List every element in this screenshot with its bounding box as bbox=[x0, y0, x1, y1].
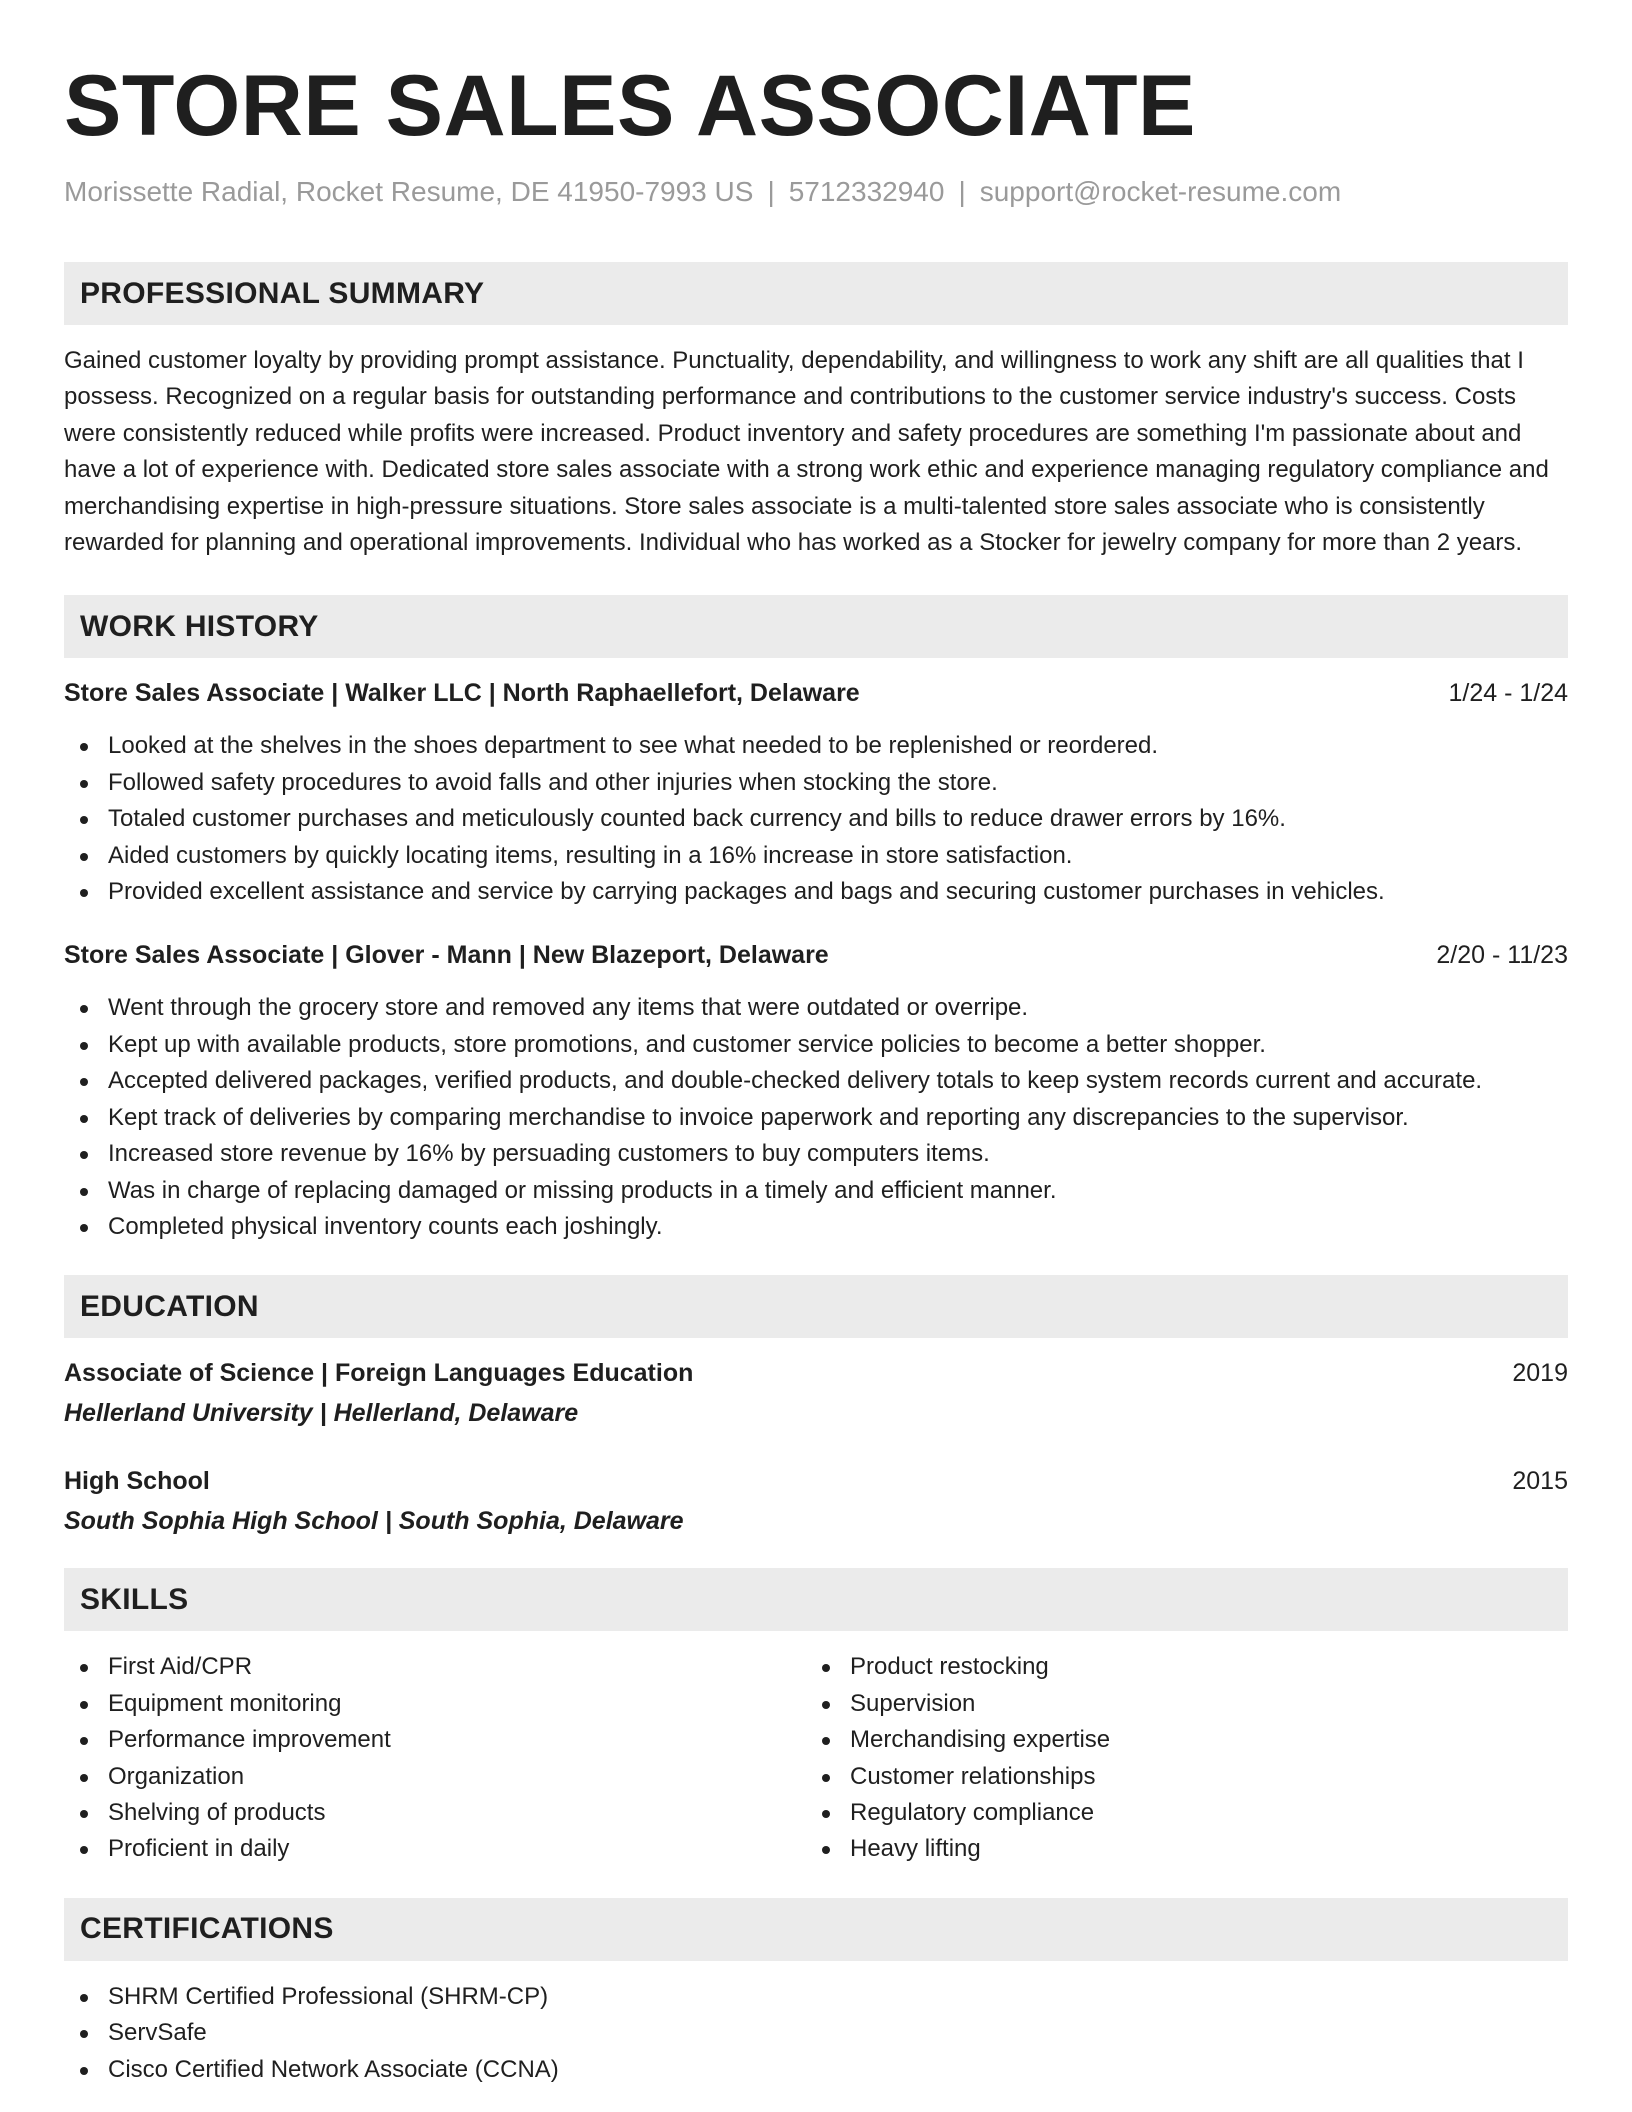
skills-list bbox=[64, 1649, 806, 1867]
section-header-summary: PROFESSIONAL SUMMARY bbox=[64, 262, 1568, 325]
job-entry bbox=[64, 938, 1568, 1245]
skill-item: Merchandising expertise bbox=[806, 1722, 1548, 1758]
job-bullet: Went through the grocery store and removed any items that were outdated or overripe. bbox=[64, 990, 1568, 1026]
job-dates: 1/24 - 1/24 bbox=[1448, 679, 1568, 708]
job-bullet: Was in charge of replacing damaged or missing products in a timely and efficient manner. bbox=[64, 1173, 1568, 1209]
education-year: 2015 bbox=[1512, 1467, 1568, 1496]
skill-item: Supervision bbox=[806, 1686, 1548, 1722]
education-entry bbox=[64, 1464, 1568, 1538]
skill-item: Shelving of products bbox=[64, 1795, 806, 1831]
education-header bbox=[64, 1464, 1568, 1498]
education-header bbox=[64, 1356, 1568, 1390]
contact-phone: 5712332940 bbox=[788, 176, 945, 207]
education-degree: High School bbox=[64, 1467, 210, 1496]
resume-title: STORE SALES ASSOCIATE bbox=[64, 58, 1196, 154]
contact-email: support@rocket-resume.com bbox=[979, 176, 1342, 207]
education-degree: Associate of Science | Foreign Languages Education bbox=[64, 1359, 694, 1388]
skill-item: Equipment monitoring bbox=[64, 1686, 806, 1722]
education-school: Hellerland University | Hellerland, Delaware bbox=[64, 1399, 579, 1428]
job-entry bbox=[64, 676, 1568, 910]
certification-item: SHRM Certified Professional (SHRM-CP) bbox=[64, 1979, 1568, 2015]
job-dates: 2/20 - 11/23 bbox=[1436, 941, 1568, 970]
certifications-list bbox=[64, 1979, 1568, 2088]
job-bullet: Totaled customer purchases and meticulously counted back currency and bills to reduce drawer errors by 16%. bbox=[64, 801, 1568, 837]
skills-grid bbox=[64, 1649, 1568, 1867]
skill-item: Proficient in daily bbox=[64, 1831, 806, 1867]
job-bullets bbox=[64, 728, 1568, 910]
job-bullet: Kept up with available products, store promotions, and customer service policies to become a better shopper. bbox=[64, 1027, 1568, 1063]
job-title: Store Sales Associate | Glover - Mann | New Blazeport, Delaware bbox=[64, 941, 829, 970]
job-bullet: Increased store revenue by 16% by persuading customers to buy computers items. bbox=[64, 1136, 1568, 1172]
job-bullet: Completed physical inventory counts each joshingly. bbox=[64, 1209, 1568, 1245]
skill-item: Organization bbox=[64, 1759, 806, 1795]
education-year: 2019 bbox=[1512, 1359, 1568, 1388]
job-bullets bbox=[64, 990, 1568, 1245]
section-header-education: EDUCATION bbox=[64, 1275, 1568, 1338]
summary-text: Gained customer loyalty by providing prompt assistance. Punctuality, dependability, and willingness to work any shift are all qualities that I possess. Recognized on a regular basis for outstanding performance and contributions to the customer service industry's success. Costs were consistently reduced while profits were increased. Product inventory and safety procedures are something I'm passionate about and have a lot of experience with. Dedicated store sales associate with a strong work ethic and experience managing regulatory compliance and merchandising expertise in high-pressure situations. Store sales associate is a multi-talented store sales associate who is consistently rewarded for planning and operational improvements. Individual who has worked as a Stocker for jewelry company for more than 2 years. bbox=[64, 347, 1549, 557]
skill-item: Performance improvement bbox=[64, 1722, 806, 1758]
job-bullet: Followed safety procedures to avoid falls and other injuries when stocking the store. bbox=[64, 765, 1568, 801]
education-entry bbox=[64, 1356, 1568, 1430]
section-header-certifications: CERTIFICATIONS bbox=[64, 1898, 1568, 1961]
education-school: South Sophia High School | South Sophia, Delaware bbox=[64, 1507, 684, 1536]
contact-separator: | bbox=[958, 176, 966, 207]
job-bullet: Kept track of deliveries by comparing merchandise to invoice paperwork and reporting any discrepancies to the supervisor. bbox=[64, 1100, 1568, 1136]
skill-item: First Aid/CPR bbox=[64, 1649, 806, 1685]
certification-item: Cisco Certified Network Associate (CCNA) bbox=[64, 2052, 1568, 2088]
job-bullet: Accepted delivered packages, verified products, and double-checked delivery totals to keep system records current and accurate. bbox=[64, 1063, 1568, 1099]
skills-list bbox=[806, 1649, 1548, 1867]
job-bullet: Aided customers by quickly locating items, resulting in a 16% increase in store satisfaction. bbox=[64, 838, 1568, 874]
section-header-skills: SKILLS bbox=[64, 1568, 1568, 1631]
job-bullet: Looked at the shelves in the shoes department to see what needed to be replenished or reordered. bbox=[64, 728, 1568, 764]
skill-item: Customer relationships bbox=[806, 1759, 1548, 1795]
skill-item: Regulatory compliance bbox=[806, 1795, 1548, 1831]
section-header-work-history: WORK HISTORY bbox=[64, 595, 1568, 658]
job-title: Store Sales Associate | Walker LLC | North Raphaellefort, Delaware bbox=[64, 679, 860, 708]
job-bullet: Provided excellent assistance and service by carrying packages and bags and securing customer purchases in vehicles. bbox=[64, 874, 1568, 910]
skills-column-right bbox=[806, 1649, 1548, 1867]
job-header bbox=[64, 676, 1568, 710]
contact-address: Morissette Radial, Rocket Resume, DE 41950-7993 US bbox=[64, 176, 754, 207]
certification-item: ServSafe bbox=[64, 2015, 1568, 2051]
skill-item: Heavy lifting bbox=[806, 1831, 1548, 1867]
contact-line bbox=[64, 174, 1568, 210]
job-header bbox=[64, 938, 1568, 972]
skill-item: Product restocking bbox=[806, 1649, 1548, 1685]
skills-column-left bbox=[64, 1649, 806, 1867]
contact-separator: | bbox=[767, 176, 775, 207]
